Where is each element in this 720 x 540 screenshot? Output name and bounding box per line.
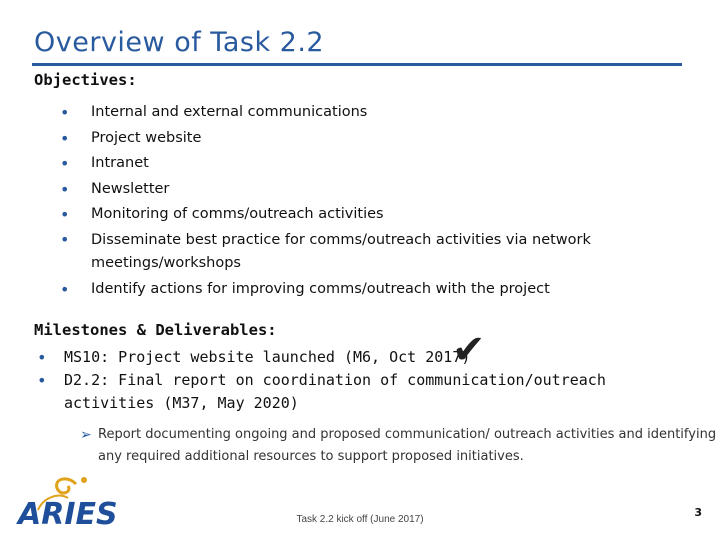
- list-item: • Newsletter: [60, 177, 671, 203]
- bullet-icon: •: [60, 279, 70, 299]
- arrow-bullet-icon: ➢: [80, 427, 92, 443]
- slide-title: Overview of Task 2.2: [34, 27, 325, 58]
- list-item: • Monitoring of comms/outreach activities: [60, 202, 671, 228]
- bullet-icon: •: [60, 179, 70, 199]
- svg-text:ARIES: ARIES: [18, 497, 118, 530]
- bullet-icon: •: [60, 205, 70, 224]
- list-item: • Project website: [60, 126, 671, 152]
- title-divider: [32, 63, 682, 66]
- milestones-heading: Milestones & Deliverables:: [34, 321, 277, 339]
- bullet-icon: •: [60, 103, 70, 122]
- checkmark-icon: ✔: [452, 327, 486, 373]
- list-item: • MS10: Project website launched (M6, Oct 2017): [37, 348, 471, 367]
- page-number: 3: [694, 506, 702, 519]
- list-item: • Intranet: [60, 151, 671, 177]
- list-item: • Disseminate best practice for comms/outreach activities via network meetings/workshops: [60, 229, 591, 271]
- bullet-icon: •: [37, 371, 47, 390]
- bullet-icon: •: [60, 229, 70, 249]
- list-item: • D2.2: Final report on coordination of communication/outreach activities (M37, May 2020): [37, 371, 606, 412]
- list-item: • Internal and external communications: [60, 100, 671, 126]
- bullet-icon: •: [37, 348, 47, 367]
- slide-footer: Task 2.2 kick off (June 2017): [296, 514, 424, 525]
- bullet-icon: •: [60, 154, 70, 173]
- objectives-list: [60, 100, 671, 302]
- milestones-list: [34, 346, 704, 415]
- sub-list-item: ➢ Report documenting ongoing and proposed communication/ outreach activities and identifying any required additional resources to support proposed initiatives.: [80, 424, 718, 468]
- list-item: • Identify actions for improving comms/outreach with the project: [60, 277, 671, 303]
- objectives-heading: Objectives:: [34, 71, 137, 89]
- bullet-icon: •: [60, 128, 70, 148]
